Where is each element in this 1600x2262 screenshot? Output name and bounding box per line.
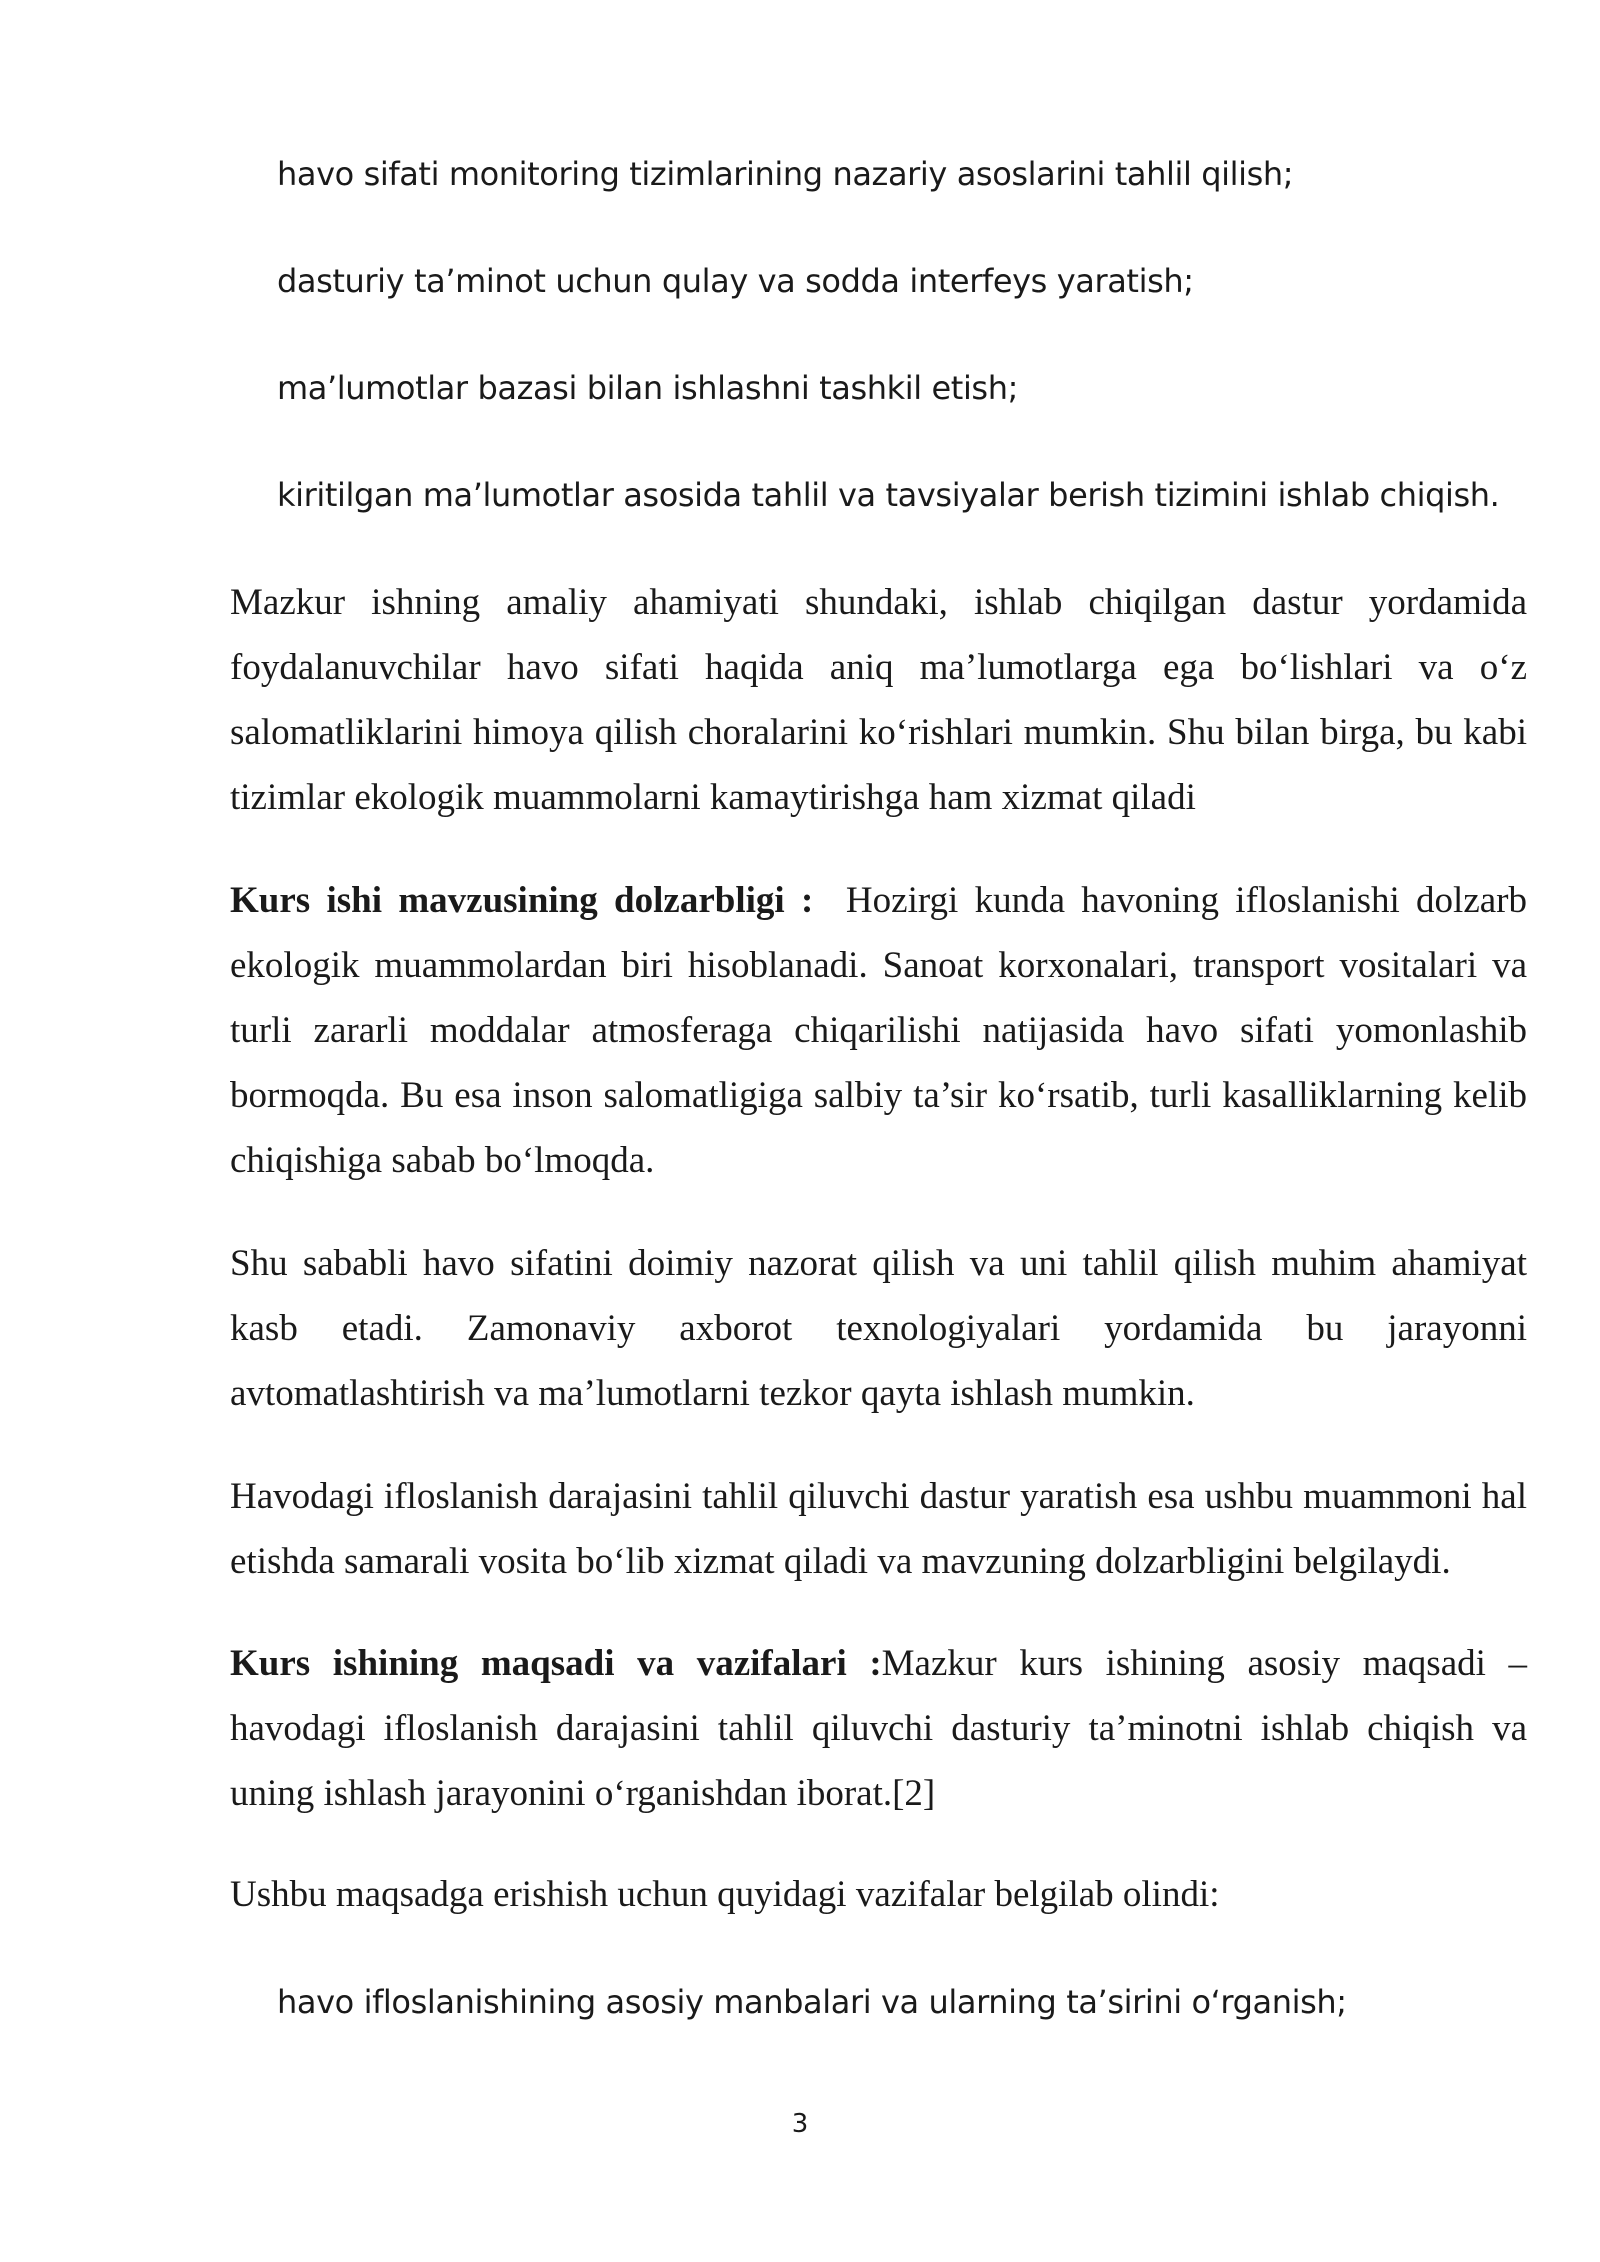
page-number: 3 (791, 2109, 809, 2139)
paragraph-program-creation: Havodagi ifloslanish darajasini tahlil qiluvchi dastur yaratish esa ushbu muammoni hal etishda samarali vosita bo‘lib xizmat qiladi va mavzuning dolzarbligini belgilaydi. (230, 1476, 1527, 1582)
list-item: kiritilgan ma’lumotlar asosida tahlil va tavsiyalar berish tizimini ishlab chiqish. (277, 476, 1500, 514)
paragraph-relevance (230, 868, 1527, 1193)
list-item: havo ifloslanishining asosiy manbalari va ularning ta’sirini o‘rganish; (277, 1983, 1347, 2021)
section-heading-goal: Kurs ishining maqsadi va vazifalari : (230, 1643, 882, 1684)
paragraph-tasks-intro: Ushbu maqsadga erishish uchun quyidagi vazifalar belgilab olindi: (230, 1874, 1220, 1915)
paragraph-goal (230, 1631, 1527, 1826)
paragraph-practical-significance: Mazkur ishning amaliy ahamiyati shundaki, ishlab chiqilgan dastur yordamida foydalanuvchilar havo sifati haqida aniq ma’lumotlarga ega bo‘lishlari va o‘z salomatliklarini himoya qilish choralarini ko‘rishlari mumkin. Shu bilan birga, bu kabi tizimlar ekologik muammolarni kamaytirishga ham xizmat qiladi (230, 582, 1527, 818)
section-heading-relevance: Kurs ishi mavzusining dolzarbligi : (230, 880, 814, 921)
list-item: dasturiy ta’minot uchun qulay va sodda interfeys yaratish; (277, 262, 1194, 300)
paragraph-monitoring: Shu sababli havo sifatini doimiy nazorat qilish va uni tahlil qilish muhim ahamiyat kasb etadi. Zamonaviy axborot texnologiyalari yordamida bu jarayonni avtomatlashtirish va ma’lumotlarni tezkor qayta ishlash mumkin. (230, 1243, 1527, 1414)
paragraph-goal-body: Mazkur kurs ishining asosiy maqsadi – havodagi ifloslanish darajasini tahlil qiluvchi dasturiy ta’minotni ishlab chiqish va uning ishlash jarayonini o‘rganishdan iborat.[2] (230, 1643, 1527, 1814)
list-item: ma’lumotlar bazasi bilan ishlashni tashkil etish; (277, 369, 1018, 407)
list-item: havo sifati monitoring tizimlarining nazariy asoslarini tahlil qilish; (277, 155, 1294, 193)
paragraph-relevance-body: Hozirgi kunda havoning ifloslanishi dolzarb ekologik muammolardan biri hisoblanadi. Sanoat korxonalari, transport vositalari va turli zararli moddalar atmosferaga chiqarilishi natijasida havo sifati yomonlashib bormoqda. Bu esa inson salomatligiga salbiy ta’sir ko‘rsatib, turli kasalliklarning kelib chiqishiga sabab bo‘lmoqda. (230, 880, 1528, 1181)
